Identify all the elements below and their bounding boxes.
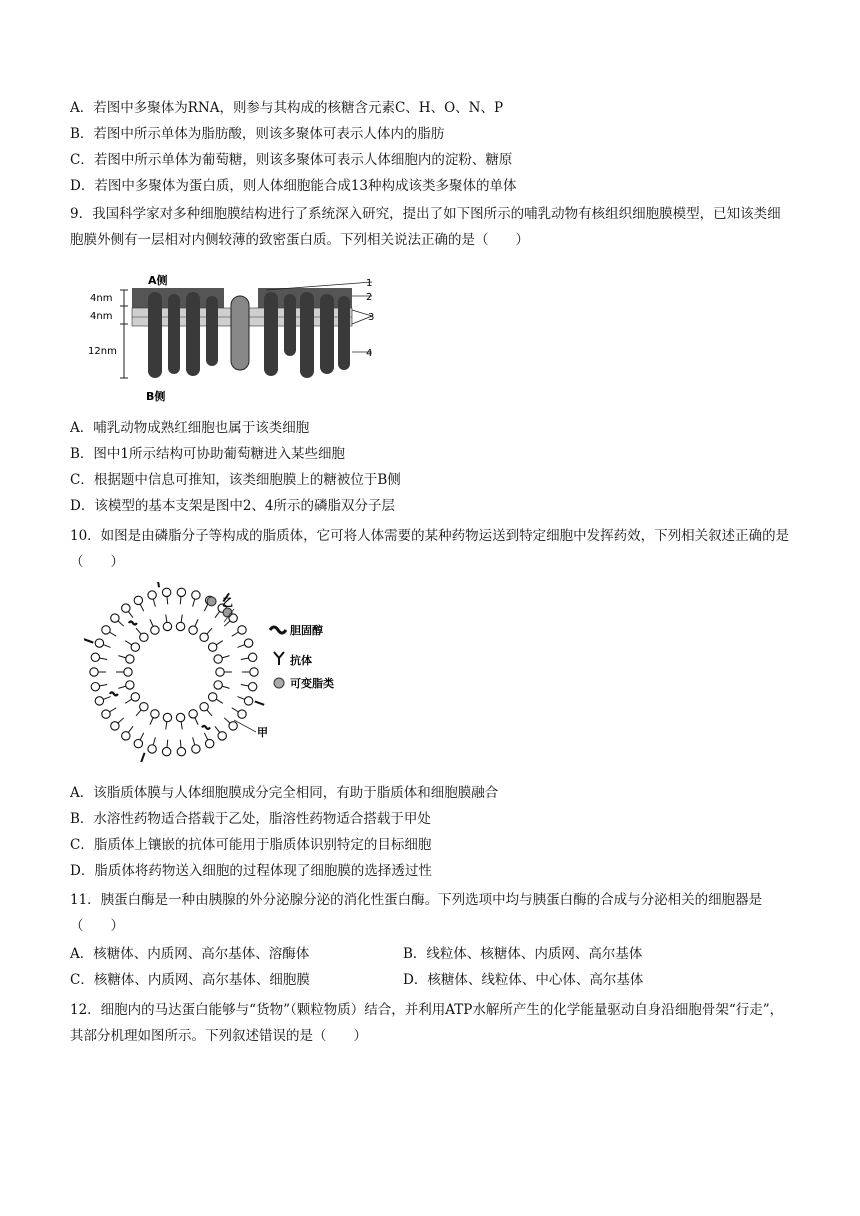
membrane-model-figure <box>86 268 376 408</box>
q11-stem: 11．胰蛋白酶是一种由胰腺的外分泌腺分泌的消化性蛋白酶。下列选项中均与胰蛋白酶的合成与分泌相关的细胞器是（ ） <box>70 892 763 934</box>
q11-option-d: D．核糖体、线粒体、中心体、高尔基体 <box>403 972 644 988</box>
q9-option-b: B．图中1所示结构可协助葡萄糖进入某些细胞 <box>70 446 346 462</box>
q10-option-a: A．该脂质体膜与人体细胞膜成分完全相同，有助于脂质体和细胞膜融合 <box>70 785 499 801</box>
q9-option-c: C．根据题中信息可推知，该类细胞膜上的糖被位于B侧 <box>70 472 401 488</box>
q9-stem: 9．我国科学家对多种细胞膜结构进行了系统深入研究，提出了如下图所示的哺乳动物有核组织细胞膜模型，已知该类细胞膜外侧有一层相对内侧较薄的致密蛋白质。下列相关说法正确的是（ ） <box>70 206 781 248</box>
q10-option-b: B．水溶性药物适合搭载于乙处，脂溶性药物适合搭载于甲处 <box>70 811 431 827</box>
callout-3: 3 <box>368 312 375 323</box>
q8-option-a: A．若图中多聚体为RNA，则参与其构成的核糖含元素C、H、O、N、P <box>70 100 504 116</box>
liposome-figure <box>84 582 384 762</box>
label-jia: 甲 <box>257 726 268 739</box>
callout-1: 1 <box>366 278 373 289</box>
label-yi: 乙 <box>222 596 233 609</box>
callout-2: 2 <box>366 292 373 303</box>
side-a-label: A侧 <box>148 274 168 287</box>
side-b-label: B侧 <box>146 390 166 403</box>
q10-option-d: D．脂质体将药物送入细胞的过程体现了细胞膜的选择透过性 <box>70 863 432 879</box>
dim-12nm-label: 12nm <box>88 346 117 357</box>
q8-option-b: B．若图中所示单体为脂肪酸，则该多聚体可表示人体内的脂肪 <box>70 126 445 142</box>
legend-variable-lipid: 可变脂类 <box>290 677 334 690</box>
q8-option-c: C．若图中所示单体为葡萄糖，则该多聚体可表示人体细胞内的淀粉、糖原 <box>70 152 513 168</box>
q10-stem: 10．如图是由磷脂分子等构成的脂质体，它可将人体需要的某种药物运送到特定细胞中发挥药效，下列相关叙述正确的是（ ） <box>70 528 790 570</box>
q8-option-d: D．若图中多聚体为蛋白质，则人体细胞能合成13种构成该类多聚体的单体 <box>70 178 517 194</box>
legend-cholesterol: 胆固醇 <box>290 624 323 637</box>
q11-option-c: C．核糖体、内质网、高尔基体、细胞膜 <box>70 972 310 988</box>
dim-4nm-label-1: 4nm <box>90 293 113 304</box>
q11-option-b: B．线粒体、核糖体、内质网、高尔基体 <box>403 946 643 962</box>
variable-lipid-legend-icon <box>274 678 284 688</box>
callout-4: 4 <box>366 348 373 359</box>
dim-4nm-label-2: 4nm <box>90 311 113 322</box>
q9-option-a: A．哺乳动物成熟红细胞也属于该类细胞 <box>70 420 310 436</box>
q11-option-a: A．核糖体、内质网、高尔基体、溶酶体 <box>70 946 310 962</box>
cholesterol-legend-icon <box>270 627 286 633</box>
q12-stem: 12．细胞内的马达蛋白能够与“货物”（颗粒物质）结合，并利用ATP水解所产生的化学能量驱动自身沿细胞骨架“行走”，其部分机理如图所示。下列叙述错误的是（ ） <box>70 1002 784 1044</box>
q9-option-d: D．该模型的基本支架是图中2、4所示的磷脂双分子层 <box>70 498 396 514</box>
antibody-legend-icon <box>274 652 284 665</box>
legend-antibody: 抗体 <box>290 654 312 667</box>
q10-option-c: C．脂质体上镶嵌的抗体可能用于脂质体识别特定的目标细胞 <box>70 837 432 853</box>
